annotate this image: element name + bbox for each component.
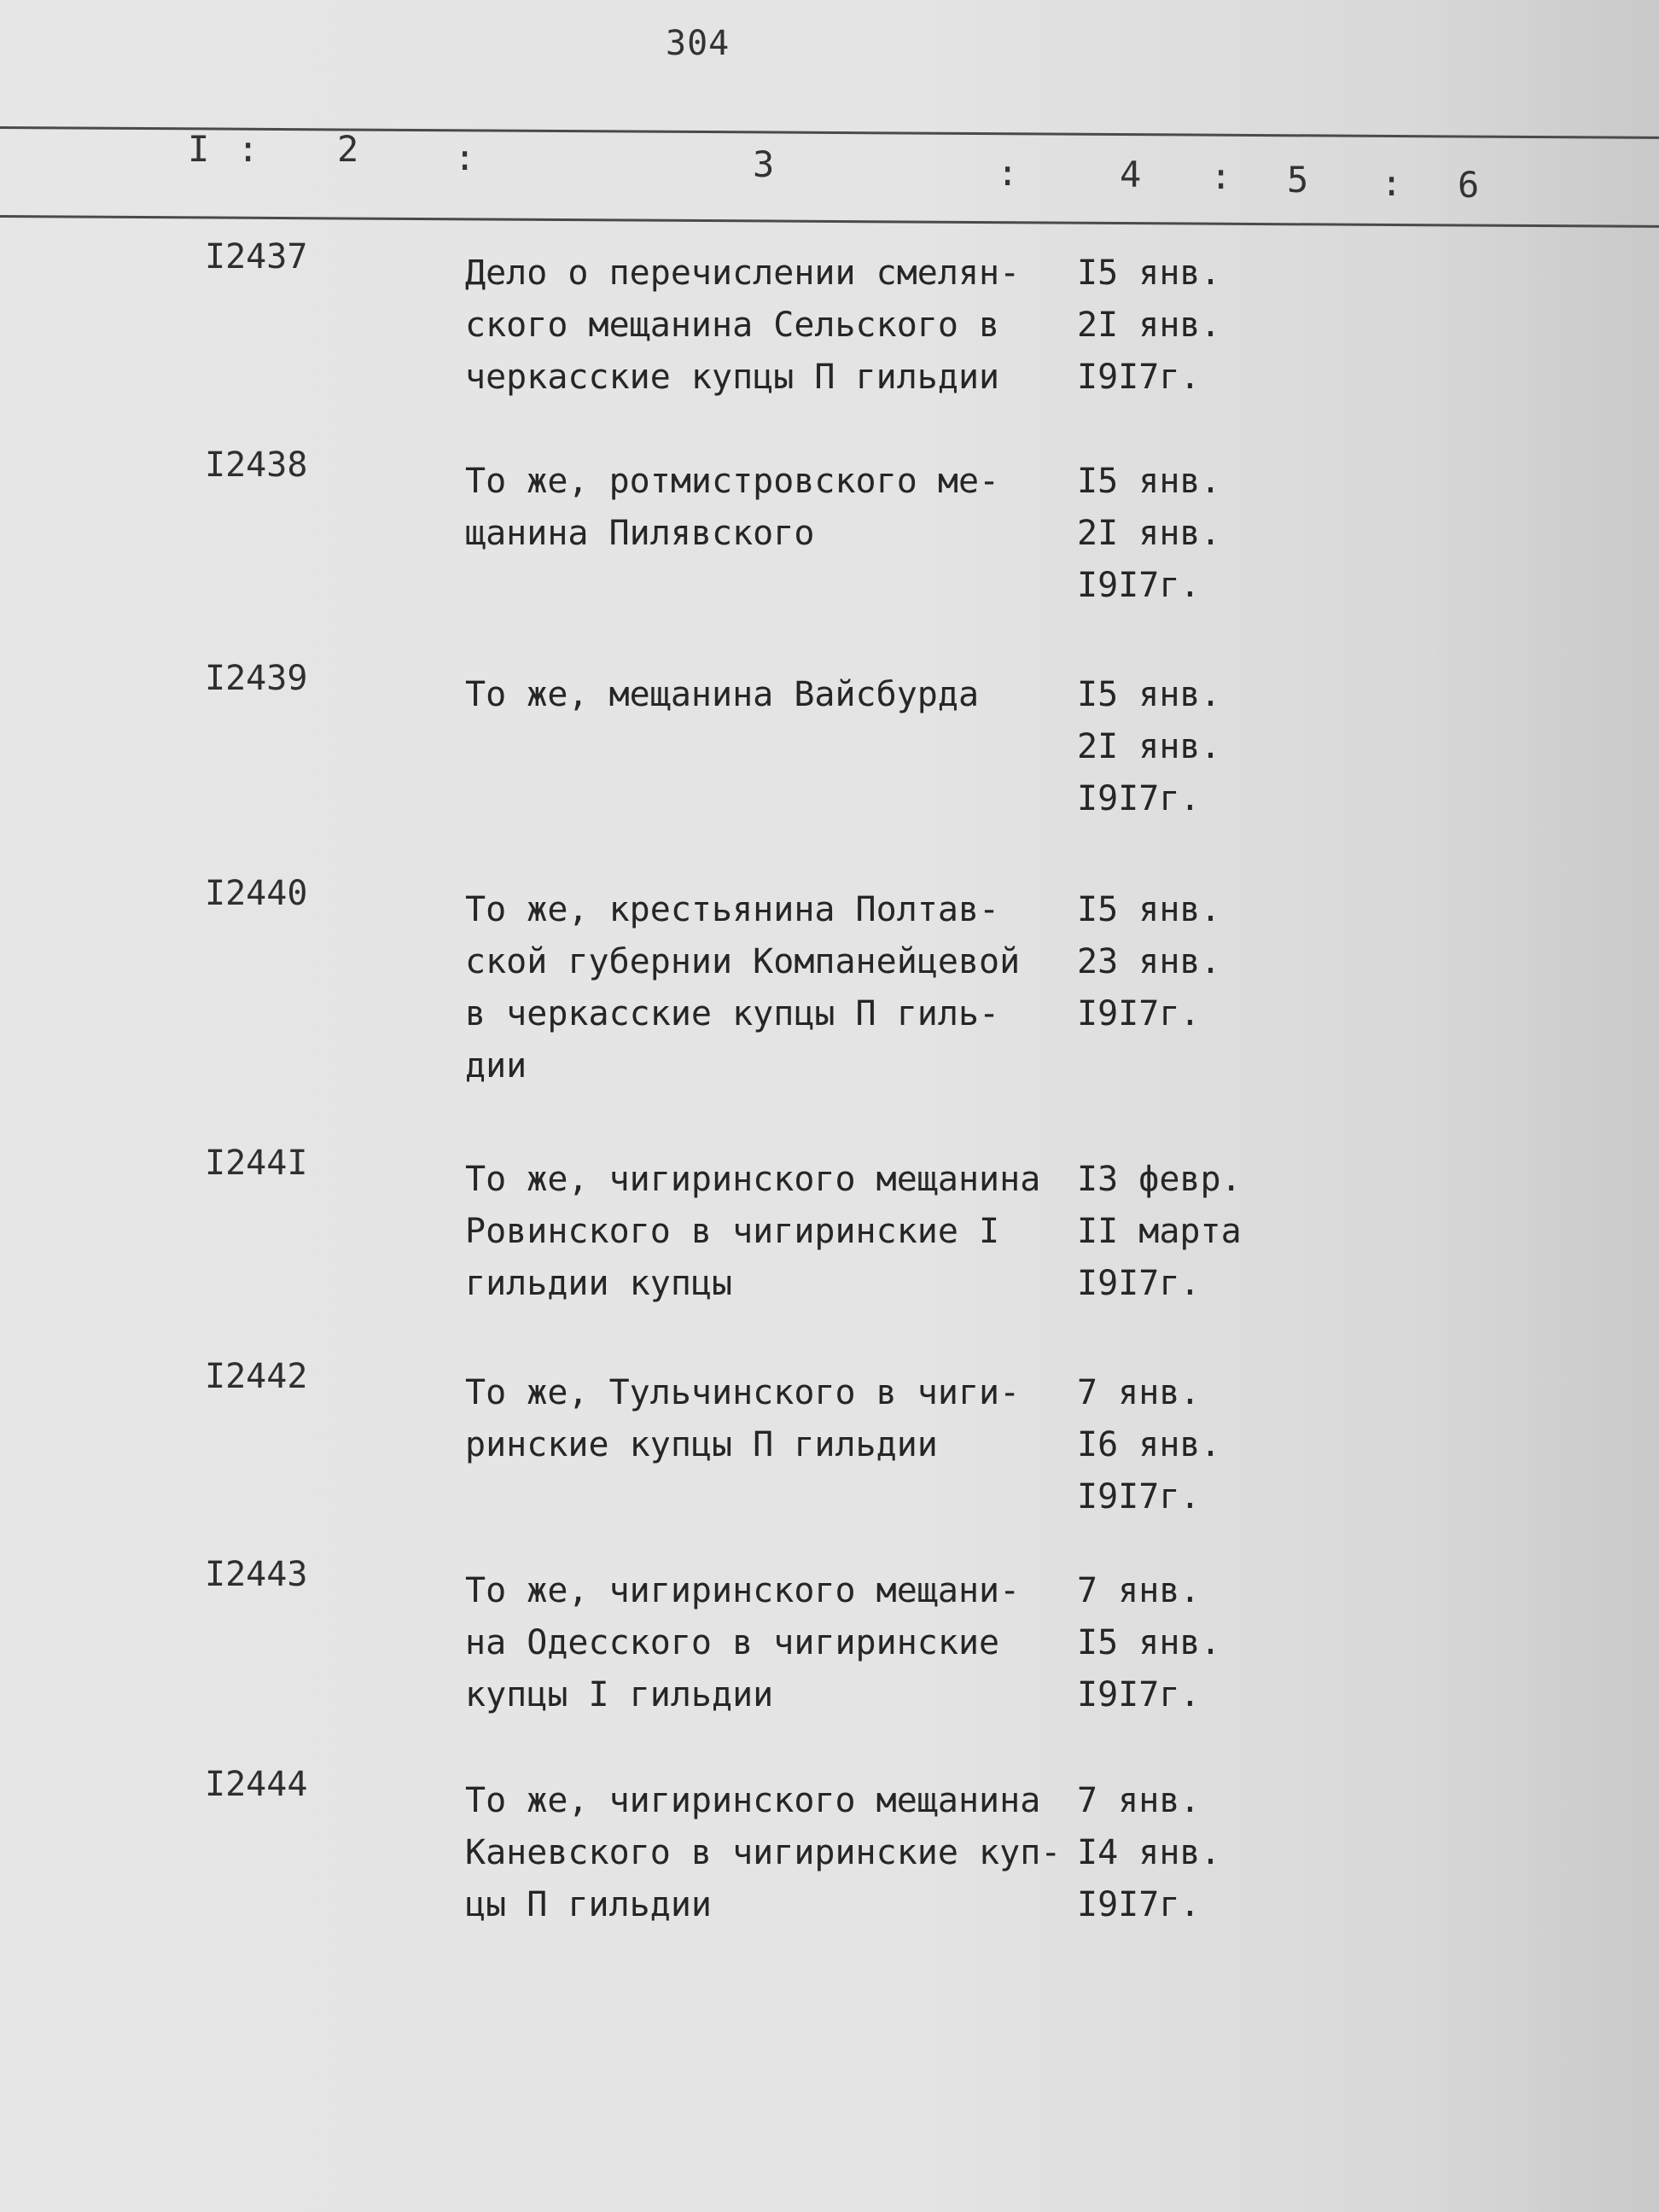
record-dates (1077, 247, 1333, 404)
end-date: 2I янв. (1077, 306, 1221, 345)
column-separator: : (1210, 155, 1232, 197)
record-description (465, 1775, 1080, 1931)
end-date: I4 янв. (1077, 1833, 1221, 1872)
column-header-6: 6 (1458, 164, 1480, 206)
year: I9I7г. (1077, 779, 1201, 818)
column-separator: : (237, 128, 259, 170)
year: I9I7г. (1077, 994, 1201, 1033)
record-description (465, 456, 1080, 560)
end-date: 2I янв. (1077, 727, 1221, 766)
start-date: 7 янв. (1077, 1571, 1201, 1610)
end-date: 23 янв. (1077, 942, 1221, 981)
year: I9I7г. (1077, 1477, 1201, 1516)
record-number: I2443 (205, 1555, 308, 1594)
column-header-5: 5 (1287, 159, 1309, 201)
description-line: Дело о перечислении смелян- (465, 253, 1021, 293)
description-line: Каневского в чигиринские куп- (465, 1833, 1062, 1872)
description-line: То же, крестьянина Полтав- (465, 890, 1000, 929)
column-header-4: 4 (1120, 154, 1142, 195)
description-line: купцы I гильдии (465, 1675, 774, 1714)
record-dates (1077, 884, 1333, 1040)
description-line: на Одесского в чигиринские (465, 1623, 1000, 1662)
description-line: То же, Тульчинского в чиги- (465, 1373, 1021, 1412)
start-date: I5 янв. (1077, 675, 1221, 714)
description-line: То же, чигиринского мещанина (465, 1781, 1041, 1820)
description-line: То же, мещанина Вайсбурда (465, 675, 980, 714)
record-dates (1077, 456, 1333, 612)
start-date: 7 янв. (1077, 1373, 1201, 1412)
record-description (465, 247, 1080, 404)
end-date: I6 янв. (1077, 1425, 1221, 1464)
column-separator: : (1381, 162, 1403, 204)
description-line: в черкасские купцы П гиль- (465, 994, 1000, 1033)
record-dates (1077, 1565, 1333, 1721)
end-date: I5 янв. (1077, 1623, 1221, 1662)
start-date: I5 янв. (1077, 890, 1221, 929)
description-line: Ровинского в чигиринские I (465, 1212, 1000, 1251)
end-date: II марта (1077, 1212, 1242, 1251)
start-date: 7 янв. (1077, 1781, 1201, 1820)
description-line: ской губернии Компанейцевой (465, 942, 1021, 981)
description-line: То же, ротмистровского ме- (465, 462, 1000, 501)
start-date: I5 янв. (1077, 462, 1221, 501)
description-line: гильдии купцы (465, 1264, 733, 1303)
header-bottom-rule (0, 215, 1659, 228)
record-dates (1077, 669, 1333, 825)
record-number: I2437 (205, 237, 308, 276)
description-line: щанина Пилявского (465, 514, 815, 553)
record-description (465, 1565, 1080, 1721)
description-line: дии (465, 1046, 527, 1086)
record-description (465, 884, 1080, 1092)
page-number: 304 (666, 24, 731, 63)
column-header-1: I (188, 128, 210, 170)
record-dates (1077, 1367, 1333, 1523)
year: I9I7г. (1077, 1885, 1201, 1924)
description-line: То же, чигиринского мещани- (465, 1571, 1021, 1610)
column-header-3: 3 (753, 143, 775, 185)
start-date: I3 февр. (1077, 1160, 1242, 1199)
record-number: I2442 (205, 1357, 308, 1396)
description-line: То же, чигиринского мещанина (465, 1160, 1041, 1199)
record-number: I2440 (205, 874, 308, 913)
column-header-2: 2 (337, 128, 359, 170)
start-date: I5 янв. (1077, 253, 1221, 293)
record-dates (1077, 1154, 1333, 1310)
column-separator: : (997, 152, 1019, 194)
record-number: I2438 (205, 445, 308, 485)
record-dates (1077, 1775, 1333, 1931)
record-number: I2439 (205, 659, 308, 698)
year: I9I7г. (1077, 566, 1201, 605)
record-description (465, 1154, 1080, 1310)
record-number: I244I (205, 1144, 308, 1183)
end-date: 2I янв. (1077, 514, 1221, 553)
year: I9I7г. (1077, 1675, 1201, 1714)
description-line: ского мещанина Сельского в (465, 306, 1000, 345)
column-separator: : (454, 137, 476, 178)
description-line: ринские купцы П гильдии (465, 1425, 938, 1464)
year: I9I7г. (1077, 1264, 1201, 1303)
year: I9I7г. (1077, 358, 1201, 397)
description-line: черкасские купцы П гильдии (465, 358, 1000, 397)
record-description (465, 669, 1080, 721)
record-number: I2444 (205, 1765, 308, 1804)
record-description (465, 1367, 1080, 1471)
description-line: цы П гильдии (465, 1885, 712, 1924)
